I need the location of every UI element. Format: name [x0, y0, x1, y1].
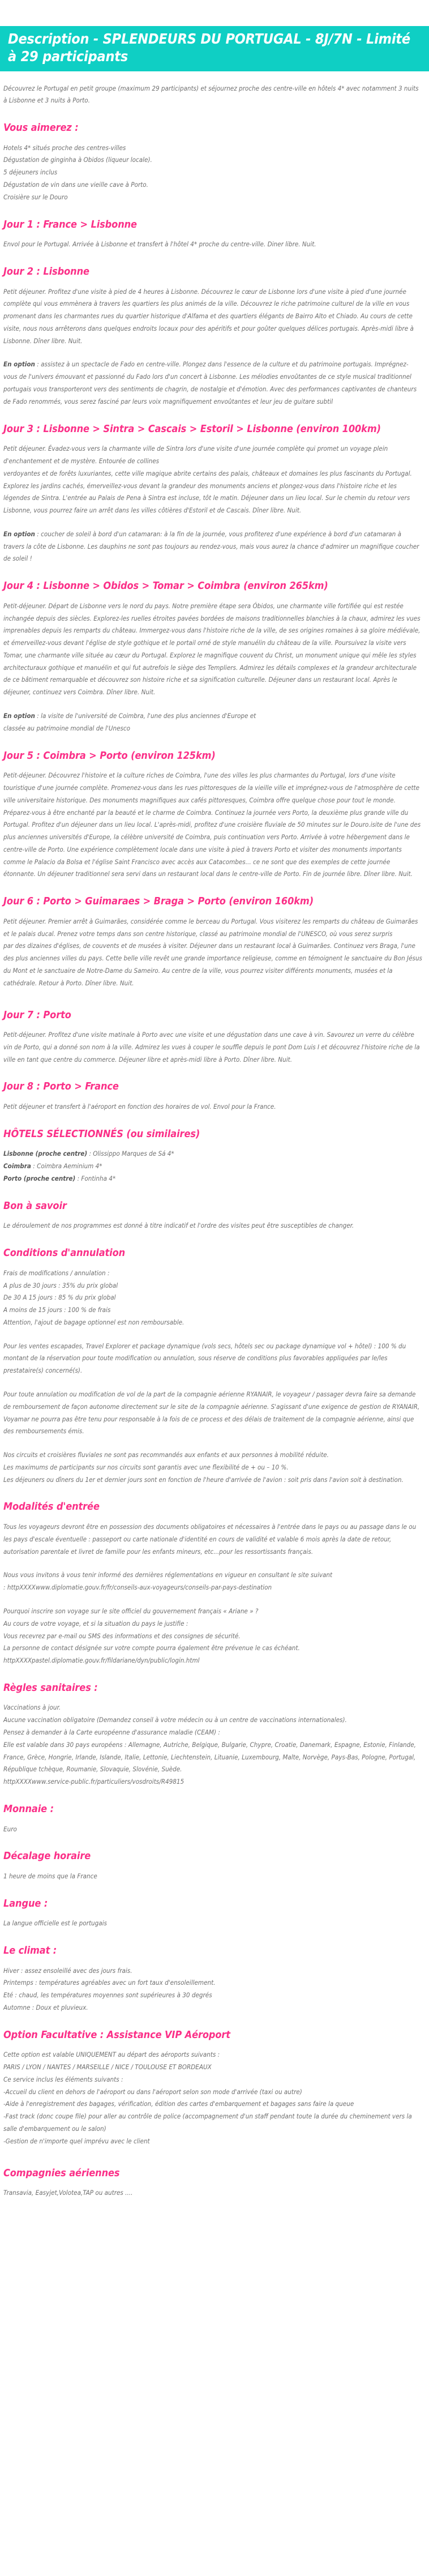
jour-2-text: Petit déjeuner. Profitez d'une visite à pied de 4 heures à Lisbonne. Découvrez le cœur de Lisbonne lors d'une visite à pied d'une journée complète qui vous emmènera à travers les quartiers les plus animés de la ville. Découvrez le riche patrimoine culturel de la ville en vous promenant dans les charmantes rues du quartier historique d'Alfama et des quartiers élégants de Bairro Alto et Chiado. Au cours de cette visite, nous nous arrêterons dans quelques endroits locaux pour des apéritifs et pour goûter quelques délices portugais. Après-midi libre à Lisbonne. Dîner libre. Nuit.: [3, 287, 414, 345]
list-item: -Fast track (donc coupe file) pour aller au contrôle de police (accompagnement d'un staff pendant toute la durée du cheminement vers la salle d'embarquement ou le salon): [3, 2112, 412, 2133]
hotel-city: Coimbra: [3, 1162, 31, 1170]
jour-4-option: [3, 710, 422, 723]
jour-3-option: [3, 528, 422, 565]
list-item: Eté : chaud, les températures moyennes sont supérieures à 30 degrés: [3, 1991, 212, 2000]
modalites-diplomatie-link[interactable]: : httpXXXXwww.diplomatie.gouv.fr/fr/conseils-aux-voyageurs/conseils-par-pays-destination: [3, 1583, 272, 1592]
section-heading-hotels: HÔTELS SÉLECTIONNÉS (ou similaires): [3, 1127, 200, 1140]
document-body: [0, 71, 429, 2211]
section-heading-monnaie: Monnaie :: [3, 1802, 54, 1815]
list-item: Ce service inclus les éléments suivants :: [3, 2075, 123, 2083]
list-item: Vaccinations à jour.: [3, 1703, 61, 1712]
list-item: Elle est valable dans 30 pays européens : Allemagne, Autriche, Belgique, Bulgarie, Chypre, Croatie, Danemark, Espagne, Estonie, Finlande, France, Grèce, Hongrie, Irlande, Islande, Italie, Lettonie, Liechtenstein, Lituanie, Luxembourg, Malte, Norvège, Pays-Bas, Pologne, Portugal, République tchèque, Roumanie, Slovaquie, Slovénie, Suède.: [3, 1740, 416, 1774]
jour-4-option-cont: classée au patrimoine mondial de l'Unesco: [3, 724, 131, 732]
list-item: Les déjeuners ou dîners du 1er et dernier jours sont en fonction de l'heure d'arrivée de l'avion : soit pris dans l'avion soit à destination.: [3, 1475, 404, 1484]
section-heading-decalage-horaire: Décalage horaire: [3, 1850, 91, 1862]
vous-aimerez-list: [3, 142, 422, 204]
section-heading-jour-4: Jour 4 : Lisbonne > Obidos > Tomar > Coimbra (environ 265km): [3, 580, 328, 592]
list-item: Dégustation de vin dans une vieille cave à Porto.: [3, 181, 148, 189]
list-item: Printemps : températures agréables avec un fort taux d'ensoleillement.: [3, 1979, 216, 1987]
section-heading-jour-8: Jour 8 : Porto > France: [3, 1080, 119, 1093]
section-heading-option-vip: Option Facultative : Assistance VIP Aéroport: [3, 2028, 230, 2041]
hotel-city: Lisbonne (proche centre): [3, 1150, 88, 1158]
list-item: Vous recevrez par e-mail ou SMS des informations et des consignes de sécurité.: [3, 1631, 241, 1640]
section-heading-climat: Le climat :: [3, 1945, 57, 1957]
list-item: Automne : Doux et pluvieux.: [3, 2003, 88, 2011]
conditions-escapades-text: Pour les ventes escapades, Travel Explorer et package dynamique (vols secs, hôtels sec ou package dynamique vol + hôtel) : 100 % du montant de la réservation pour toute modification ou annulation, sous réserve de conditions plus favorables appliquées par le/les prestataire(s) concerné(s).: [3, 1342, 406, 1375]
option-text: : la visite de l'université de Coimbra, l'une des plus anciennes d'Europe et: [35, 712, 256, 720]
list-item: Croisière sur le Douro: [3, 193, 68, 201]
section-heading-jour-1: Jour 1 : France > Lisbonne: [3, 218, 137, 230]
top-spacer: [0, 0, 429, 26]
hotel-separator: :: [87, 1150, 93, 1158]
ariane-link[interactable]: httpXXXXpastel.diplomatie.gouv.fr/fildariane/dyn/public/login.html: [3, 1656, 200, 1665]
option-label: En option: [3, 360, 35, 369]
list-item: Au cours de votre voyage, et si la situation du pays le justifie :: [3, 1619, 188, 1627]
list-item: De 30 A 15 jours : 85 % du prix global: [3, 1293, 116, 1302]
hotel-separator: :: [31, 1162, 37, 1170]
hotel-name: Coimbra Aeminium 4*: [37, 1162, 102, 1170]
list-item: A moins de 15 jours : 100 % de frais: [3, 1306, 111, 1314]
ariane-question: Pourquoi inscrire son voyage sur le site officiel du gouvernement français « Ariane » ?: [3, 1607, 259, 1615]
list-item: Hotels 4* situés proche des centres-villes: [3, 143, 126, 152]
list-item: Cette option est valable UNIQUEMENT au départ des aéroports suivants :: [3, 2050, 220, 2059]
jour-3-text-part1: Petit déjeuner. Évadez-vous vers la charmante ville de Sintra lors d'une visite d'une journée complète qui promet un voyage plein d'enchantement et de mystère. Entourée de collines: [3, 445, 388, 465]
jour-7-text: Petit-déjeuner. Profitez d'une visite matinale à Porto avec une visite et une dégustation dans une cave à vin. Savourez un verre du célèbre vin de Porto, qui a donné son nom à la ville. Admirez les vues à couper le souffle depuis le pont Dom Luis I et découvrez l'histoire riche de la ville en tant que centre du commerce. Déjeuner libre et après-midi libre à Porto. Dîner libre. Nuit.: [3, 1031, 420, 1063]
section-heading-conditions-annulation: Conditions d'annulation: [3, 1247, 126, 1259]
hotel-name: Olissippo Marques de Sá 4*: [93, 1150, 174, 1158]
list-item: Hiver : assez ensoleillé avec des jours frais.: [3, 1966, 132, 1975]
jour-5-text: Petit-déjeuner. Découvrez l'histoire et la culture riches de Coimbra, l'une des villes les plus charmantes du Portugal, lors d'une visite touristique d'une journée complète. Promenez-vous dans les rues pittoresques de la vieille ville et imprégnez-vous de l'atmosphère de cette ville universitaire historique. Des monuments magnifiques aux cafés pittoresques, Coimbra offre quelque chose pour tout le monde. Préparez-vous à être enchanté par la beauté et le charme de Coimbra. Continuez la journée vers Porto, la deuxième plus grande ville du Portugal. Profitez d'un déjeuner dans un lieu local. L'après-midi, profitez d'une croisière fluviale de 50 minutes sur le Douro.isite de l'une des plus anciennes universités d'Europe, la célèbre université de Coimbra, puis continuation vers Porto. Arrivée à votre hébergement dans le centre-ville de Porto. Une expérience complètement locale dans une visite à pied à travers Porto et visiter des monuments importants comme le Palacio da Bolsa et l'église Saint Francisco avec accès aux Catacombes... ce ne sont que des exemples de cette journée étonnante. Un déjeuner traditionnel sera servi dans un restaurant local dans le centre-ville de Porto. Fin de journée libre. Dîner libre. Nuit.: [3, 771, 421, 878]
section-heading-jour-5: Jour 5 : Coimbra > Porto (environ 125km): [3, 749, 216, 762]
section-heading-jour-7: Jour 7 : Porto: [3, 1009, 71, 1021]
list-item: Attention, l'ajout de bagage optionnel est non remboursable.: [3, 1318, 185, 1326]
hotel-row: [3, 1148, 422, 1160]
hotel-row: [3, 1160, 422, 1173]
climat-list: [3, 1965, 422, 2014]
ariane-list: [3, 1618, 422, 1667]
conditions-notes-list: [3, 1449, 422, 1486]
section-heading-regles-sanitaires: Règles sanitaires :: [3, 1681, 98, 1694]
langue-text: La langue officielle est le portugais: [3, 1919, 107, 1928]
list-item: PARIS / LYON / NANTES / MARSEILLE / NICE / TOULOUSE ET BORDEAUX: [3, 2063, 212, 2071]
list-item: Aucune vaccination obligatoire (Demandez conseil à votre médecin ou à un centre de vaccinations internationales).: [3, 1716, 347, 1724]
conditions-ryanair-text: Pour toute annulation ou modification de vol de la part de la compagnie aérienne RYANAIR, le voyageur / passager devra faire sa demande de remboursement de façon autonome directement sur le site de la compagnie aérienne. S'agissant d'une exigence de gestion de RYANAIR, Voyamar ne pourra pas être tenu pour responsable à la fois de ce process et des délais de traitement de la compagnie aérienne, ainsi que des remboursements émis.: [3, 1390, 420, 1436]
option-vip-list: [3, 2049, 422, 2147]
list-item: -Accueil du client en dehors de l'aéroport ou dans l'aéroport selon son mode d'arrivée (taxi ou autre): [3, 2087, 302, 2096]
hotel-row: [3, 1173, 422, 1185]
regles-sanitaires-list: [3, 1702, 422, 1788]
compagnies-text: Transavia, Easyjet,Volotea,TAP ou autres ....: [3, 2189, 133, 2197]
list-item: -Aide à l'enregistrement des bagages, vérification, édition des cartes d'embarquement et bagages sans faire la queue: [3, 2100, 354, 2108]
section-heading-jour-3: Jour 3 : Lisbonne > Sintra > Cascais > Estoril > Lisbonne (environ 100km): [3, 422, 381, 435]
list-item: Dégustation de ginginha à Obidos (liqueur locale).: [3, 156, 152, 164]
jour-1-text: Envol pour le Portugal. Arrivée à Lisbonne et transfert à l'hôtel 4* proche du centre-ville. Diner libre. Nuit.: [3, 240, 316, 249]
section-heading-vous-aimerez: Vous aimerez :: [3, 122, 79, 134]
bon-a-savoir-text: Le déroulement de nos programmes est donné à titre indicatif et l'ordre des visites peut être susceptibles de changer.: [3, 1221, 354, 1230]
hotels-list: [3, 1148, 422, 1185]
option-text: : assistez à un spectacle de Fado en centre-ville. Plongez dans l'essence de la culture et du patrimoine portugais. Imprégnez-vous de l'univers émouvant et passionné du Fado lors d'un concert à Lisbonne. Les mélodies envoûtantes de ce style musical traditionnel portugais vous transporteront vers des sentiments de chagrin, de nostalgie et d'émotion. Avec des performances captivantes de chanteurs de Fado renommés, vous serez fasciné par leurs voix magnifiquement envoûtantes et leur jeu de guitare subtil: [3, 360, 417, 405]
section-heading-jour-2: Jour 2 : Lisbonne: [3, 265, 89, 277]
list-item: Pensez à demander à la Carte européenne d'assurance maladie (CEAM) :: [3, 1728, 220, 1736]
section-heading-jour-6: Jour 6 : Porto > Guimaraes > Braga > Porto (environ 160km): [3, 895, 314, 908]
jour-2-option: [3, 358, 422, 408]
list-item: -Gestion de n'importe quel imprévu avec le client: [3, 2137, 150, 2145]
intro-paragraph: Découvrez le Portugal en petit groupe (maximum 29 participants) et séjournez proche des centre-ville en hôtels 4* avec notamment 3 nuits à Lisbonne et 3 nuits à Porto.: [3, 84, 419, 105]
list-item: La personne de contact désignée sur votre compte pourra également être prévenue le cas échéant.: [3, 1644, 300, 1652]
jour-3-text-part2: verdoyantes et de forêts luxuriantes, cette ville magique abrite certains des palais, châteaux et domaines les plus fascinants du Portugal. Explorez les jardins cachés, émerveillez-vous devant la grandeur des monuments anciens et plongez-vous dans l'histoire riche et les légendes de Sintra. L'entrée au Palais de Pena à Sintra est incluse, tôt le matin. Déjeuner dans un lieu local. Sur le chemin du retour vers Lisbonne, vous pourrez faire un arrêt dans les villes côtières d'Estoril et de Cascais. Dîner libre. Nuit.: [3, 469, 412, 515]
jour-6-text-part1: Petit déjeuner. Premier arrêt à Guimarães, considérée comme le berceau du Portugal. Vous visiterez les remparts du château de Guimarães et le palais ducal. Prenez votre temps dans son centre historique, classé au patrimoine mondial de l'UNESCO, où vous serez surpris: [3, 917, 418, 938]
option-label: En option: [3, 529, 35, 538]
section-heading-langue: Langue :: [3, 1897, 48, 1909]
hotel-separator: :: [75, 1174, 81, 1182]
option-label: En option: [3, 712, 35, 720]
modalites-paragraph-2: Nous vous invitons à vous tenir informé des dernières réglementations en vigueur en consultant le site suivant: [3, 1571, 333, 1579]
list-item: Nos circuits et croisières fluviales ne sont pas recommandés aux enfants et aux personnes à mobilité réduite.: [3, 1451, 329, 1459]
hotel-name: Fontinha 4*: [81, 1174, 116, 1182]
section-heading-bon-a-savoir: Bon à savoir: [3, 1199, 67, 1212]
list-item: Frais de modifications / annulation :: [3, 1268, 110, 1277]
section-heading-modalites-entree: Modalités d'entrée: [3, 1501, 100, 1513]
list-item: Les maximums de participants sur nos circuits sont garantis avec une flexibilité de + ou – 10 %.: [3, 1463, 289, 1471]
service-public-link[interactable]: httpXXXXwww.service-public.fr/particuliers/vosdroits/R49815: [3, 1778, 185, 1786]
list-item: A plus de 30 jours : 35% du prix global: [3, 1281, 118, 1289]
jour-8-text: Petit déjeuner et transfert à l'aéroport en fonction des horaires de vol. Envol pour la France.: [3, 1103, 276, 1111]
modalites-paragraph-1: Tous les voyageurs devront être en possession des documents obligatoires et nécessaires à l'entrée dans le pays ou au passage dans le ou les pays d'escale éventuelle : passeport ou carte nationale d'identité en cours de validité et valable 6 mois après la date de retour, autorisation parentale et livret de famille pour les enfants mineurs, etc...pour les ressortissants français.: [3, 1523, 417, 1556]
jour-4-text: Petit-déjeuner. Départ de Lisbonne vers le nord du pays. Notre première étape sera Óbidos, une charmante ville fortifiée qui est restée inchangée depuis des siècles. Explorez-les ruelles étroites pavées bordées de maisons traditionnelles blanchies à la chaux, admirez les vues imprenables depuis les remparts du château. Immergez-vous dans l'histoire riche de la ville, de ses origines romaines à sa gloire médiévale, et émerveillez-vous devant l'église de style gothique et le portail orné de style manuélin du château de la ville. Poursuivez la visite vers Tomar, une charmante ville située au cœur du Portugal. Explorez le magnifique couvent du Christ, un monument unique qui mêle les styles architecturaux gothique et manuélin et qui fut autrefois le siège des Templiers. Admirez les détails complexes et la grandeur architecturale de ce bâtiment remarquable et découvrez son histoire riche et sa signification culturelle. Déjeuner dans un restaurant local. Après le déjeuner, continuez vers Coimbra. Dîner libre. Nuit.: [3, 601, 421, 697]
monnaie-text: Euro: [3, 1825, 17, 1833]
hotel-city: Porto (proche centre): [3, 1174, 76, 1182]
page-title-banner: Description - SPLENDEURS DU PORTUGAL - 8J/7N - Limité à 29 participants: [0, 26, 429, 71]
list-item: 5 déjeuners inclus: [3, 168, 58, 177]
option-text: : coucher de soleil à bord d'un catamaran: à la fin de la journée, vous profiterez d'une expérience à bord d'un catamaran à travers la côte de Lisbonne. Les dauphins ne sont pas toujours au rendez-vous, mais vous aurez la chance d'admirer un magnifique coucher de soleil !: [3, 529, 419, 563]
decalage-text: 1 heure de moins que la France: [3, 1872, 97, 1880]
section-heading-compagnies-aeriennes: Compagnies aériennes: [3, 2167, 120, 2179]
conditions-fee-list: [3, 1267, 422, 1329]
jour-6-text-part2: par des dizaines d'églises, de couvents et de musées à visiter. Déjeuner dans un restaurant local à Guimarães. Continuez vers Braga, l'une des plus anciennes villes du pays. Cette belle ville revêt une grande importance religieuse, comme en témoignent le sanctuaire du Bon Jésus du Mont et le sanctuaire de Notre-Dame du Sameiro. Au centre de la ville, vous pourrez visiter différents monuments, musées et la cathédrale. Retour à Porto. Dîner libre. Nuit.: [3, 942, 422, 987]
